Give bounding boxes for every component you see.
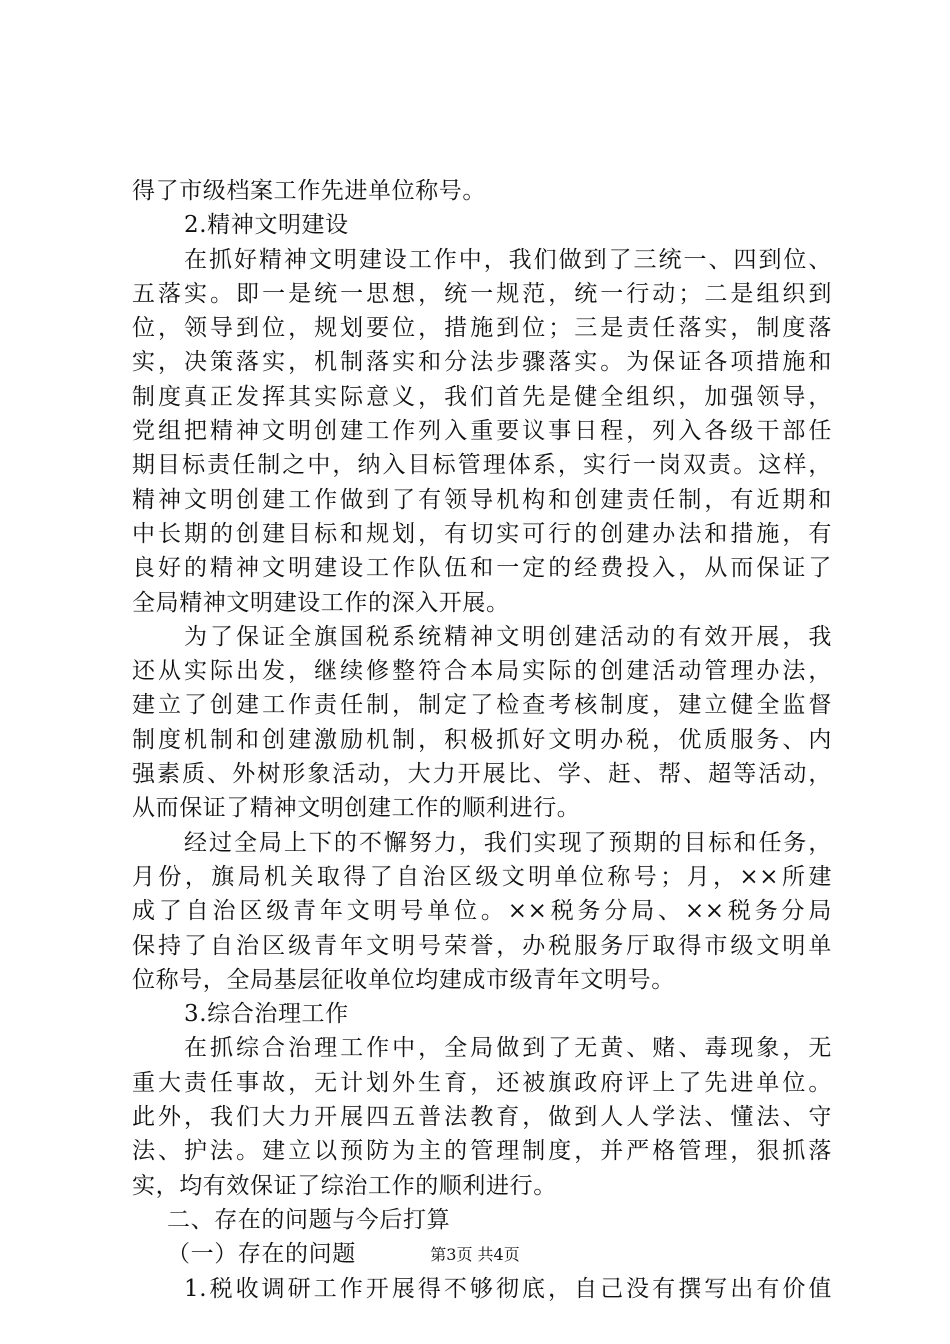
text-line: 经过全局上下的不懈努力，我们实现了预期的目标和任务， xyxy=(184,829,832,856)
text-line: 制度真正发挥其实际意义，我们首先是健全组织，加强领导， xyxy=(132,383,832,410)
text-line: 中长期的创建目标和规划，有切实可行的创建办法和措施，有 xyxy=(132,520,832,547)
page-number-footer: 第3页 共4页 xyxy=(430,1245,520,1264)
text-line: 此外，我们大力开展四五普法教育，做到人人学法、懂法、守 xyxy=(132,1104,832,1131)
text-line: 精神文明创建工作做到了有领导机构和创建责任制，有近期和 xyxy=(132,486,832,513)
text-line: 全局精神文明建设工作的深入开展。 xyxy=(132,589,510,616)
text-line: 为了保证全旗国税系统精神文明创建活动的有效开展，我 xyxy=(184,623,832,650)
text-line: 建立了创建工作责任制，制定了检查考核制度，建立健全监督 xyxy=(132,692,832,719)
text-line: 从而保证了精神文明创建工作的顺利进行。 xyxy=(132,795,581,822)
text-line: 1.税收调研工作开展得不够彻底，自己没有撰写出有价值 xyxy=(184,1275,832,1302)
section-heading: 二、存在的问题与今后打算 xyxy=(167,1206,451,1233)
text-line: 位称号，全局基层征收单位均建成市级青年文明号。 xyxy=(132,966,675,993)
text-line: 法、护法。建立以预防为主的管理制度，并严格管理，狠抓落 xyxy=(132,1138,832,1165)
body-text xyxy=(132,174,832,1306)
text-line: 成了自治区级青年文明号单位。××税务分局、××税务分局 xyxy=(132,898,832,925)
text-line: 在抓综合治理工作中，全局做到了无黄、赌、毒现象，无 xyxy=(184,1035,832,1062)
text-line: 党组把精神文明创建工作列入重要议事日程，列入各级干部任 xyxy=(132,418,832,445)
text-line: 位，领导到位，规划要位，措施到位；三是责任落实，制度落 xyxy=(132,315,832,342)
subsection-heading: （一）存在的问题 xyxy=(167,1241,356,1268)
text-line: 重大责任事故，无计划外生育，还被旗政府评上了先进单位。 xyxy=(132,1069,832,1096)
section-heading: 3.综合治理工作 xyxy=(184,1001,349,1028)
text-line: 得了市级档案工作先进单位称号。 xyxy=(132,178,486,204)
text-line: 良好的精神文明建设工作队伍和一定的经费投入，从而保证了 xyxy=(132,555,832,582)
text-line: 强素质、外树形象活动，大力开展比、学、赶、帮、超等活动， xyxy=(132,761,832,788)
text-line: 月份，旗局机关取得了自治区级文明单位称号；月，××所建 xyxy=(132,863,832,890)
text-line: 期目标责任制之中，纳入目标管理体系，实行一岗双责。这样， xyxy=(132,452,832,479)
section-heading: 2.精神文明建设 xyxy=(184,212,349,239)
text-line: 还从实际出发，继续修整符合本局实际的创建活动管理办法， xyxy=(132,658,832,685)
text-line: 实，决策落实，机制落实和分法步骤落实。为保证各项措施和 xyxy=(132,349,832,376)
text-line: 实，均有效保证了综治工作的顺利进行。 xyxy=(132,1172,557,1199)
text-line: 制度机制和创建激励机制，积极抓好文明办税，优质服务、内 xyxy=(132,726,832,753)
text-line: 保持了自治区级青年文明号荣誉，办税服务厅取得市级文明单 xyxy=(132,932,832,959)
text-line: 五落实。即一是统一思想，统一规范，统一行动；二是组织到 xyxy=(132,280,832,307)
text-line: 在抓好精神文明建设工作中，我们做到了三统一、四到位、 xyxy=(184,246,832,273)
